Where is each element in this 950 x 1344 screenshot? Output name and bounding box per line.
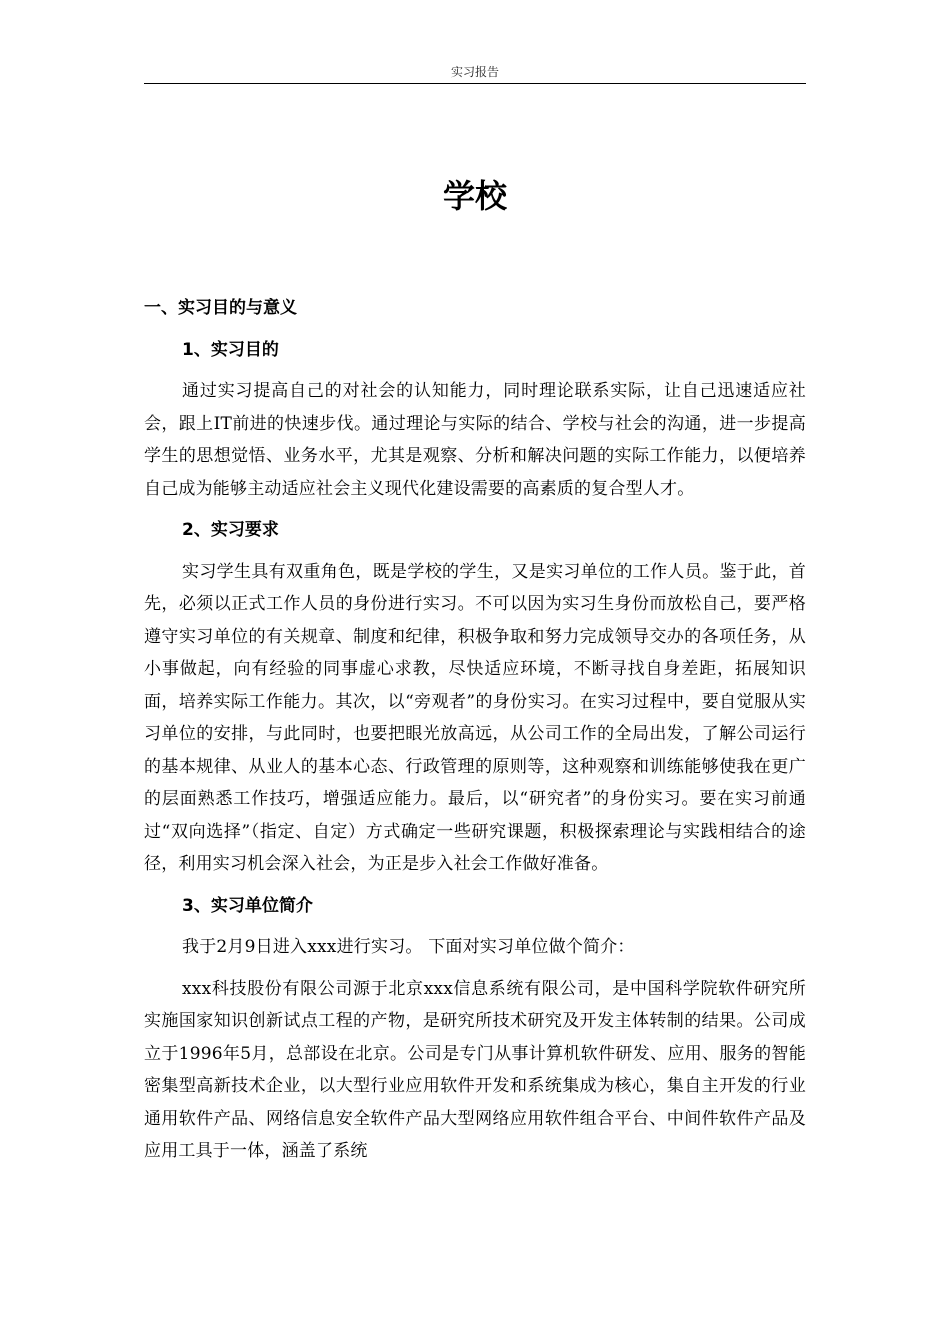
section-heading-purpose: 一、实习目的与意义 bbox=[144, 298, 297, 318]
paragraph-goal: 通过实习提高自己的对社会的认知能力，同时理论联系实际，让自己迅速适应社会，跟上IT前进的快速步伐。通过理论与实际的结合、学校与社会的沟通，进一步提高学生的思想觉悟、业务水平，尤其是观察、分析和解决问题的实际工作能力，以便培养自己成为能够主动适应社会主义现代化建设需要的高素质的复合型人才。 bbox=[144, 381, 806, 499]
paragraph-company-detail: xxx科技股份有限公司源于北京xxx信息系统有限公司，是中国科学院软件研究所实施国家知识创新试点工程的产物，是研究所技术研究及开发主体转制的结果。公司成立于1996年5月，总部设在北京。公司是专门从事计算机软件研发、应用、服务的智能密集型高新技术企业，以大型行业应用软件开发和系统集成为核心，集自主开发的行业通用软件产品、网络信息安全软件产品大型网络应用软件组合平台、中间件软件产品及应用工具于一体，涵盖了系统 bbox=[144, 978, 806, 1161]
document-title: 学校 bbox=[442, 177, 507, 215]
subsection-heading-company: 3、实习单位简介 bbox=[182, 895, 313, 916]
subsection-heading-goal: 1、实习目的 bbox=[182, 339, 279, 360]
paragraph-requirements: 实习学生具有双重角色，既是学校的学生，又是实习单位的工作人员。鉴于此，首先，必须以正式工作人员的身份进行实习。不可以因为实习生身份而放松自己，要严格遵守实习单位的有关规章、制度和纪律，积极争取和努力完成领导交办的各项任务，从小事做起，向有经验的同事虚心求教，尽快适应环境，不断寻找自身差距，拓展知识面，培养实际工作能力。其次，以“旁观者”的身份实习。在实习过程中，要自觉服从实习单位的安排，与此同时，也要把眼光放高远，从公司工作的全局出发，了解公司运行的基本规律、从业人的基本心态、行政管理的原则等，这种观察和训练能够使我在更广的层面熟悉工作技巧，增强适应能力。最后，以“研究者”的身份实习。要在实习前通过“双向选择”（指定、自定）方式确定一些研究课题，积极探索理论与实践相结合的途径，利用实习机会深入社会，为正是步入社会工作做好准备。 bbox=[144, 561, 806, 874]
paragraph-company-intro: 我于2月9日进入xxx进行实习。 下面对实习单位做个简介： bbox=[182, 937, 635, 957]
document-body bbox=[144, 292, 806, 1177]
running-header: 实习报告 bbox=[450, 65, 499, 79]
header-rule bbox=[144, 83, 806, 84]
subsection-heading-requirements: 2、实习要求 bbox=[182, 520, 279, 540]
